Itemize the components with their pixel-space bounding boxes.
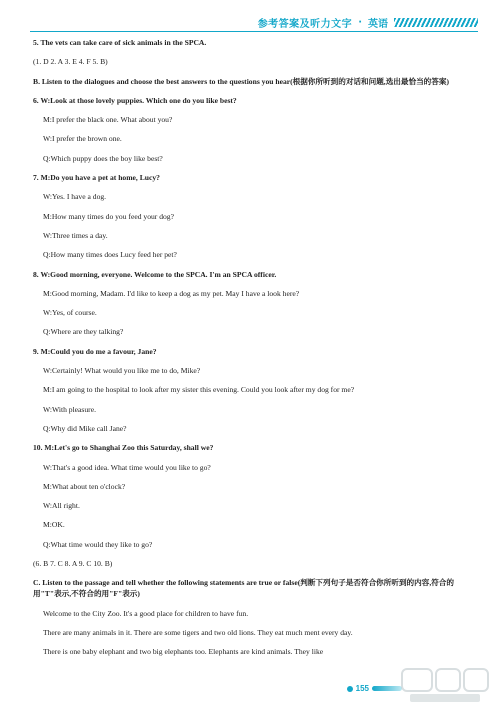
text-line: 9. M:Could you do me a favour, Jane? [33,346,157,356]
text-line: W:All right. [43,501,80,511]
text-line: M:What about ten o'clock? [43,481,126,491]
header-stripes-decoration [394,18,478,27]
text-line: W:Certainly! What would you like me to do, Mike? [43,366,201,376]
text-line: 8. W:Good morning, everyone. Welcome to the SPCA. I'm an SPCA officer. [33,269,277,279]
text-line: C. Listen to the passage and tell whether the following statements are true or false(判断下列句子是否符合你所听到的内容,符合的用"T"表示,不符合的用"F"表示) [33,578,454,599]
page-number-dot-icon [347,686,353,692]
header-rule [30,31,478,32]
text-line: M:How many times do you feed your dog? [43,211,174,221]
text-line: M:Good morning, Madam. I'd like to keep a dog as my pet. May I have a look here? [43,288,300,298]
text-line: Q:What time would they like to go? [43,539,153,549]
page-number-badge [347,684,402,693]
text-line: M:I prefer the black one. What about you? [43,115,173,125]
text-line: 6. W:Look at those lovely puppies. Which one do you like best? [33,95,237,105]
document-body [33,37,478,666]
text-line: 7. M:Do you have a pet at home, Lucy? [33,173,160,183]
text-line: (6. B 7. C 8. A 9. C 10. B) [33,559,113,569]
header-dot: · [358,16,362,28]
text-line: M:OK. [43,520,65,530]
text-line: Q:Where are they talking? [43,327,124,337]
text-line: W:With pleasure. [43,404,96,414]
text-line: W:Yes, of course. [43,308,97,318]
text-line: W:That's a good idea. What time would you like to go? [43,462,211,472]
text-line: There is one baby elephant and two big elephants too. Elephants are kind animals. They like [43,647,324,657]
text-line: B. Listen to the dialogues and choose the best answers to the questions you hear(根据你所听到的对话和问题,选出最恰当的答案) [33,76,449,86]
text-line: Q:Why did Mike call Jane? [43,423,127,433]
text-line: 5. The vets can take care of sick animals in the SPCA. [33,38,207,47]
text-line: W:I prefer the brown one. [43,134,122,144]
text-line: W:Yes. I have a dog. [43,192,107,202]
page-header [258,14,478,30]
header-subject: 英语 [368,18,388,30]
header-title: 参考答案及听力文字 [257,18,353,30]
text-line: Q:How many times does Lucy feed her pet? [43,250,177,260]
text-line: Welcome to the City Zoo. It's a good place for children to have fun. [43,608,249,618]
text-line: M:I am going to the hospital to look after my sister this evening. Could you look after my dog for me? [43,385,355,395]
page-number: 155 [355,684,369,693]
text-line: Q:Which puppy does the boy like best? [43,153,163,163]
text-line: There are many animals in it. There are some tigers and two old lions. They eat much ment every day. [43,627,353,637]
text-line: 10. M:Let's go to Shanghai Zoo this Saturday, shall we? [33,443,214,453]
text-line: W:Three times a day. [43,230,108,240]
text-line: (1. D 2. A 3. E 4. F 5. B) [33,57,108,67]
watermark-logo-icon [400,665,490,705]
page-number-bar-icon [372,686,402,691]
